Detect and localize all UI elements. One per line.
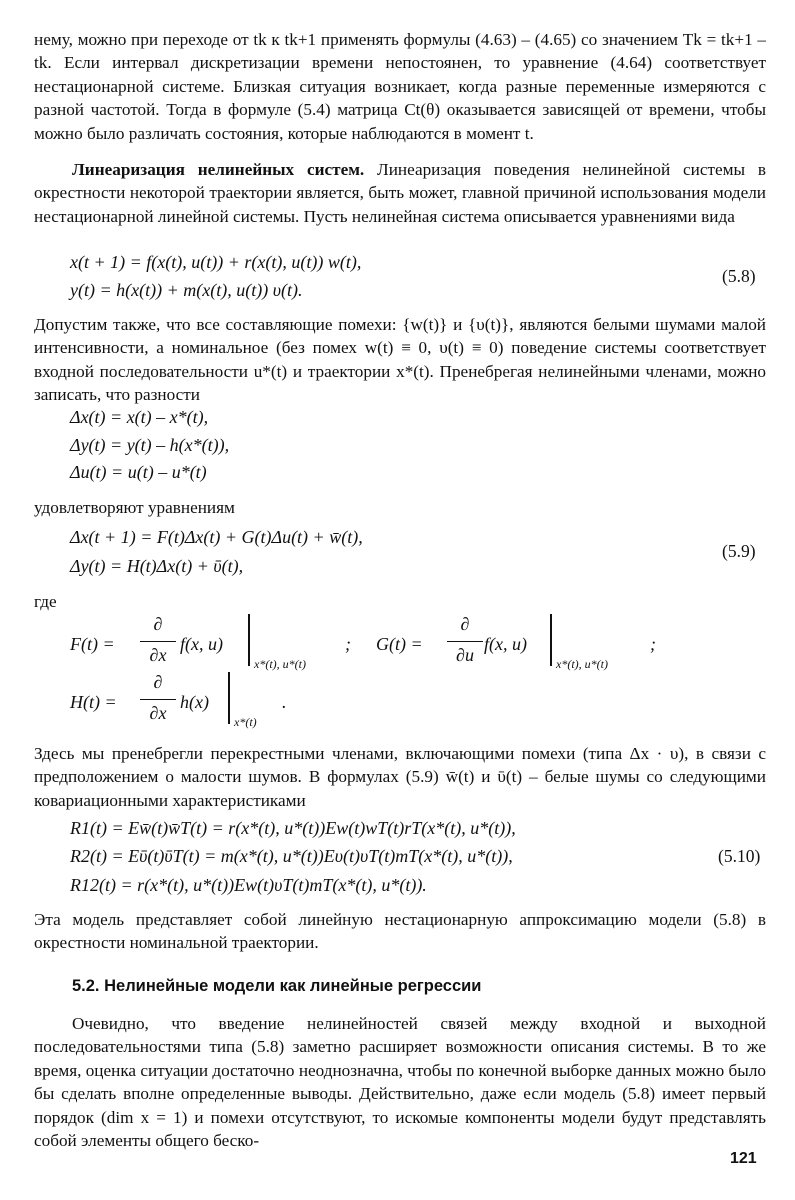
jacobian-h-end: . bbox=[282, 692, 287, 712]
paragraph-noise: Допустим также, что все составляющие помехи: {w(t)} и {υ(t)}, являются белыми шумами малой интенсивности, а номинальное (без помех w(t) ≡ 0, υ(t) ≡ 0) поведение системы соответствует входной последовательности u*(t) и траектории x*(t). Пренебрегая нелинейными членами, можно записать, что разности bbox=[34, 315, 766, 405]
equation-number-5-10: (5.10) bbox=[718, 846, 761, 866]
jacobian-f-function: f(x, u) bbox=[180, 634, 223, 654]
jacobian-g-fraction-line bbox=[447, 641, 483, 642]
jacobian-g-end: ; bbox=[650, 634, 656, 654]
equation-5-8-line1: x(t + 1) = f(x(t), u(t)) + r(x(t), u(t)) w(t), bbox=[70, 252, 362, 272]
equation-5-8-line2: y(t) = h(x(t)) + m(x(t), u(t)) υ(t). bbox=[70, 280, 303, 300]
difference-line3: Δu(t) = u(t) – u*(t) bbox=[70, 462, 207, 482]
jacobian-h-function: h(x) bbox=[180, 692, 209, 712]
jacobian-h-denominator: ∂x bbox=[149, 703, 167, 723]
where-label: где bbox=[34, 592, 57, 611]
inline-heading-linearization: Линеаризация нелинейных систем. bbox=[72, 160, 365, 179]
jacobian-g-eval-bar bbox=[550, 614, 552, 666]
jacobian-h-eval-point: x*(t) bbox=[234, 715, 257, 729]
difference-line2: Δy(t) = y(t) – h(x*(t)), bbox=[70, 435, 230, 455]
equation-5-9-line2: Δy(t) = H(t)Δx(t) + ῡ(t), bbox=[70, 556, 244, 576]
page-number: 121 bbox=[730, 1150, 757, 1167]
jacobian-h-eval-bar bbox=[228, 672, 230, 724]
jacobian-g-numerator: ∂ bbox=[460, 614, 470, 634]
jacobian-h-lhs: H(t) = bbox=[70, 692, 117, 712]
jacobian-f-numerator: ∂ bbox=[153, 614, 163, 634]
jacobian-f-eval-bar bbox=[248, 614, 250, 666]
jacobian-f-denominator: ∂x bbox=[149, 645, 167, 665]
jacobian-h-numerator: ∂ bbox=[153, 672, 163, 692]
jacobian-g-denominator: ∂u bbox=[456, 645, 474, 665]
equation-number-5-9: (5.9) bbox=[722, 541, 756, 561]
paragraph-linearization-text: Линеаризация поведения нелинейной системы в окрестности некоторой траектории является, быть может, главной причиной использования модели нестационарной линейной системы. Пусть нелинейная система описывается уравнениями вида bbox=[34, 160, 766, 226]
jacobian-h-fraction-line bbox=[140, 699, 176, 700]
section-heading: 5.2. Нелинейные модели как линейные регрессии bbox=[72, 977, 482, 995]
jacobian-separator: ; bbox=[345, 634, 351, 654]
equation-5-10-line3: R12(t) = r(x*(t), u*(t))Ew(t)υT(t)mT(x*(t), u*(t)). bbox=[70, 875, 427, 895]
jacobian-f-lhs: F(t) = bbox=[70, 634, 115, 654]
jacobian-g-eval-point: x*(t), u*(t) bbox=[556, 657, 608, 671]
equation-5-10-line2: R2(t) = Eῡ(t)ῡT(t) = m(x*(t), u*(t))Eυ(t)υT(t)mT(x*(t), u*(t)), bbox=[70, 846, 513, 866]
paragraph-model-approx: Эта модель представляет собой линейную нестационарную аппроксимацию модели (5.8) в окрестности номинальной траектории. bbox=[34, 910, 766, 953]
paragraph-section-intro bbox=[34, 1012, 766, 1152]
equation-5-9-line1: Δx(t + 1) = F(t)Δx(t) + G(t)Δu(t) + w̄(t), bbox=[70, 527, 363, 547]
paragraph-linearization bbox=[34, 158, 766, 228]
jacobian-f-fraction-line bbox=[140, 641, 176, 642]
paragraph-intro: нему, можно при переходе от tk к tk+1 применять формулы (4.63) – (4.65) со значением Tk = tk+1 – tk. Если интервал дискретизации времени непостоянен, то уравнение (4.64) соответствует нестационарной системе. Близкая ситуация возникает, когда разные переменные измеряются с разной частотой. Тогда в формуле (5.4) матрица Ct(θ) оказывается зависящей от времени, чтобы можно было различать состояния, которые наблюдаются в момент t. bbox=[34, 30, 766, 143]
jacobian-g-lhs: G(t) = bbox=[376, 634, 423, 654]
equation-5-10-line1: R1(t) = Ew̄(t)w̄T(t) = r(x*(t), u*(t))Ew(t)wT(t)rT(x*(t), u*(t)), bbox=[70, 818, 516, 838]
jacobian-g-function: f(x, u) bbox=[484, 634, 527, 654]
difference-line1: Δx(t) = x(t) – x*(t), bbox=[70, 407, 209, 427]
paragraph-section-intro-text: Очевидно, что введение нелинейностей связей между входной и выходной последовательностями типа (5.8) заметно расширяет возможности описания системы. В то же время, оценка ситуации достаточно неоднозначна, чтобы по конечной выборке данных можно было бы сделать вполне определенные выводы. Действительно, даже если модель (5.8) имеет первый порядок (dim x = 1) и помехи отсутствуют, то искомые компоненты модели будут представлять собой элементы общего беско- bbox=[34, 1014, 766, 1151]
equation-number-5-8: (5.8) bbox=[722, 266, 756, 286]
jacobian-f-eval-point: x*(t), u*(t) bbox=[254, 657, 306, 671]
paragraph-satisfy: удовлетворяют уравнениям bbox=[34, 498, 235, 517]
paragraph-cross-terms: Здесь мы пренебрегли перекрестными членами, включающими помехи (типа Δx · υ), в связи с предположением о малости шумов. В формулах (5.9) w̄(t) и ῡ(t) – белые шумы со следующими ковариационными характеристиками bbox=[34, 744, 766, 810]
